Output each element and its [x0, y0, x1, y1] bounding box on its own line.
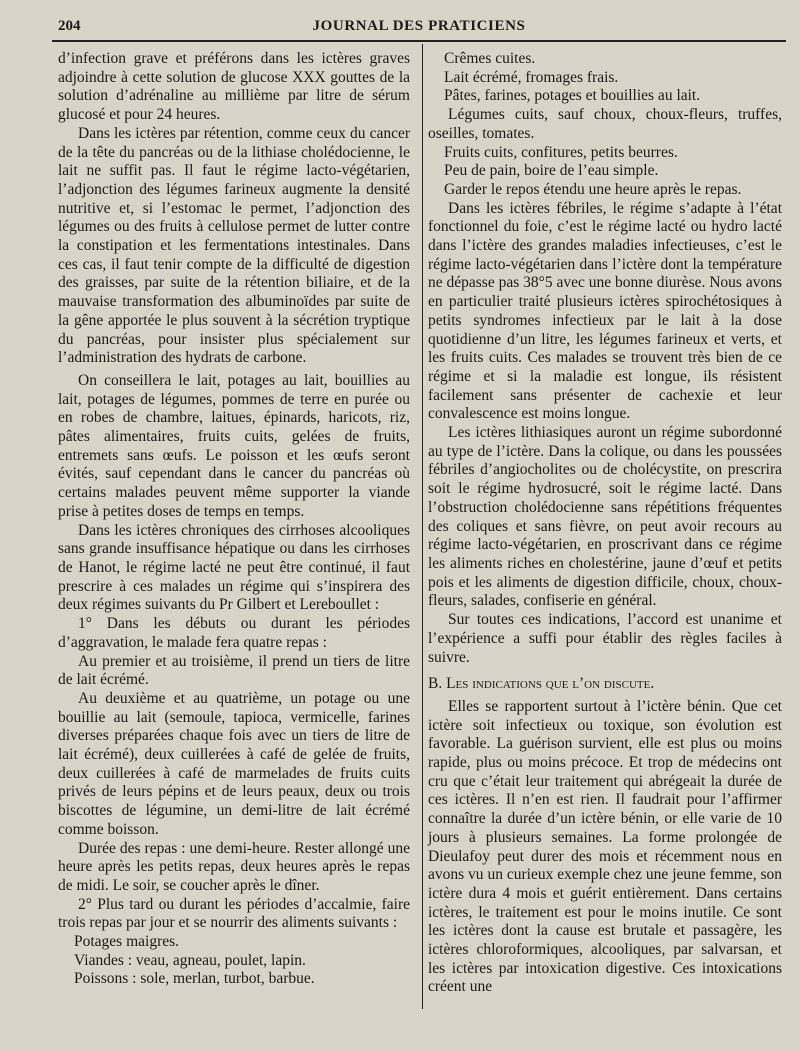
page-header [52, 14, 786, 40]
column-divider [422, 44, 423, 1009]
list-item: Fruits cuits, confitures, petits beurres. [444, 143, 678, 161]
paragraph: Au deuxième et au quatrième, un potage ou une bouillie au lait (semoule, tapioca, vermicelle, farines diverses préparées chaque fois avec un tiers de litre de lait écrémé), deux cuillerées à café de gelée de fruits, deux cuillerées à café de marmelades de fruits cuits privés de leurs pépins et de leurs peaux, deux ou trois biscottes de légumine, un demi-litre de lait écrémé comme boisson. [58, 689, 410, 838]
paragraph: Sur toutes ces indications, l’accord est unanime et l’expérience a suffi pour établir des règles faciles à suivre. [428, 611, 782, 666]
journal-title: JOURNAL DES PRATICIENS [312, 18, 526, 34]
list-item: Pâtes, farines, potages et bouillies au lait. [444, 87, 701, 105]
paragraph: Dans les ictères par rétention, comme ceux du cancer de la tête du pancréas ou de la lithiase cholédocienne, le lait ne suffit pas. Il faut le régime lacto-végétarien, l’adjonction des légumes farineux augmente la densité nutritive et, si l’estomac le permet, l’adjonction des légumes ou des fruits à cellulose permet de lutter contre la constipation et les fermentations intestinales. Dans ces cas, il faut tenir compte de la difficulté de digestion des graisses, par suite de la rétention biliaire, et de la mauvaise transformation des albuminoïdes par suite de la gêne apportée le plus souvent à la sécrétion tryptique du pancréas, pour insister plus spécialement sur l’administration des hydrats de carbone. [58, 124, 410, 367]
list-item: Lait écrémé, fromages frais. [444, 68, 619, 86]
paragraph: 2° Plus tard ou durant les périodes d’accalmie, faire trois repas par jour et se nourrir des aliments suivants : [58, 895, 410, 932]
list-item: Peu de pain, boire de l’eau simple. [444, 162, 659, 180]
paragraph: Au premier et au troisième, il prend un tiers de litre de lait écrémé. [58, 652, 410, 689]
left-column [58, 50, 410, 989]
list-item: Viandes : veau, agneau, poulet, lapin. [74, 951, 306, 969]
list-item: Potages maigres. [74, 933, 180, 951]
list-item: Crêmes cuites. [444, 50, 536, 67]
list-item: Légumes cuits, sauf choux, choux-fleurs, truffes, oseilles, tomates. [428, 106, 782, 142]
paragraph: 1° Dans les débuts ou durant les périodes d’aggravation, le malade fera quatre repas : [58, 615, 410, 651]
list-item: Garder le repos étendu une heure après le repas. [444, 180, 742, 198]
right-column [428, 50, 782, 997]
list-item: Poissons : sole, merlan, turbot, barbue. [74, 970, 315, 988]
paragraph: Dans les ictères chroniques des cirrhoses alcooliques sans grande insuffisance hépatique ou dans les cirrhoses de Hanot, le régime lacté ne peut être continué, il faut prescrire à ces malades un régime qui s’inspirera des deux régimes suivants du Pr Gilbert et Lereboullet : [58, 521, 410, 614]
paragraph: Elles se rapportent surtout à l’ictère bénin. Que cet ictère soit infectieux ou toxique, son évolution est favorable. La guérison survient, elle est plus ou moins rapide, plus ou moins précoce. Et trop de médecins ont cru que c’était leur traitement qui abrégeait la durée de ces ictères. Il n’en est rien. Il faudrait pour l’affirmer connaître la durée d’un ictère bénin, or elle varie de 10 jours à plusieurs semaines. La forme prolongée de Dieulafoy peut durer des mois et récemment nous en avons vu un curieux exemple chez une jeune femme, son ictère dura 4 mois et guérit entièrement. Dans certains ictères, le traitement est pour le moins inutile. Ce sont les ictères dont la cause est brutale et passagère, les ictères chloroformiques, alcooliques, par salvarsan, et les ictères par intoxication digestive. Ces intoxications créent une [428, 697, 782, 996]
header-rule [52, 40, 786, 42]
paragraph: Dans les ictères fébriles, le régime s’adapte à l’état fonctionnel du foie, c’est le régime lacté ou hydro lacté dans l’ictère des grandes maladies infectieuses, c’est le régime lacto-végétarien dans l’ictère dont la température ne dépasse pas 38°5 avec une bonne diurèse. Nous avons en particulier traité plusieurs ictères spirochétosiques à petits syndromes infectieux par le lait à la dose quotidienne d’un litre, les légumes farineux et verts, et les fruits cuits. Ces malades se trouvent très bien de ce régime et si la maladie est longue, ils résistent facilement sans présenter de cachexie et leur convalescence est moins longue. [428, 199, 782, 423]
paragraph: d’infection grave et préférons dans les ictères graves adjoindre à cette solution de glucose XXX gouttes de la solution d’adrénaline au millième par litre de sérum glucosé et pour 24 heures. [58, 50, 410, 124]
paragraph: Les ictères lithiasiques auront un régime subordonné au type de l’ictère. Dans la colique, ou dans les poussées fébriles d’angiocholites ou de cholécystite, on prescrira soit le régime hydrosucré, soit le régime lacté. Dans l’obstruction cholédocienne sans répétitions fréquentes des coliques et sans fièvre, on peut avoir recours au régime lacto-végétarien, en proscrivant dans ce régime les aliments riches en cholestérine, jaune d’œuf et petits pois et les aliments de digestion difficile, choux, choux-fleurs, salades, confiserie en général. [428, 424, 782, 610]
page-number: 204 [58, 18, 81, 34]
section-heading: B. Les indications que l’on discute. [428, 675, 655, 693]
paragraph: On conseillera le lait, potages au lait, bouillies au lait, potages de légumes, pommes de terre en purée ou en robes de chambre, laitues, épinards, haricots, riz, pâtes alimentaires, fruits cuits, gelées de fruits, entremets sans œufs. Le poisson et les œufs seront évités, sauf cependant dans le cancer du pancréas où certains malades peuvent même supporter la viande prise à petites doses de temps en temps. [58, 371, 410, 520]
paragraph: Durée des repas : une demi-heure. Rester allongé une heure après les petits repas, deux heures après le repas de midi. Le soir, se coucher après le dîner. [58, 839, 410, 894]
